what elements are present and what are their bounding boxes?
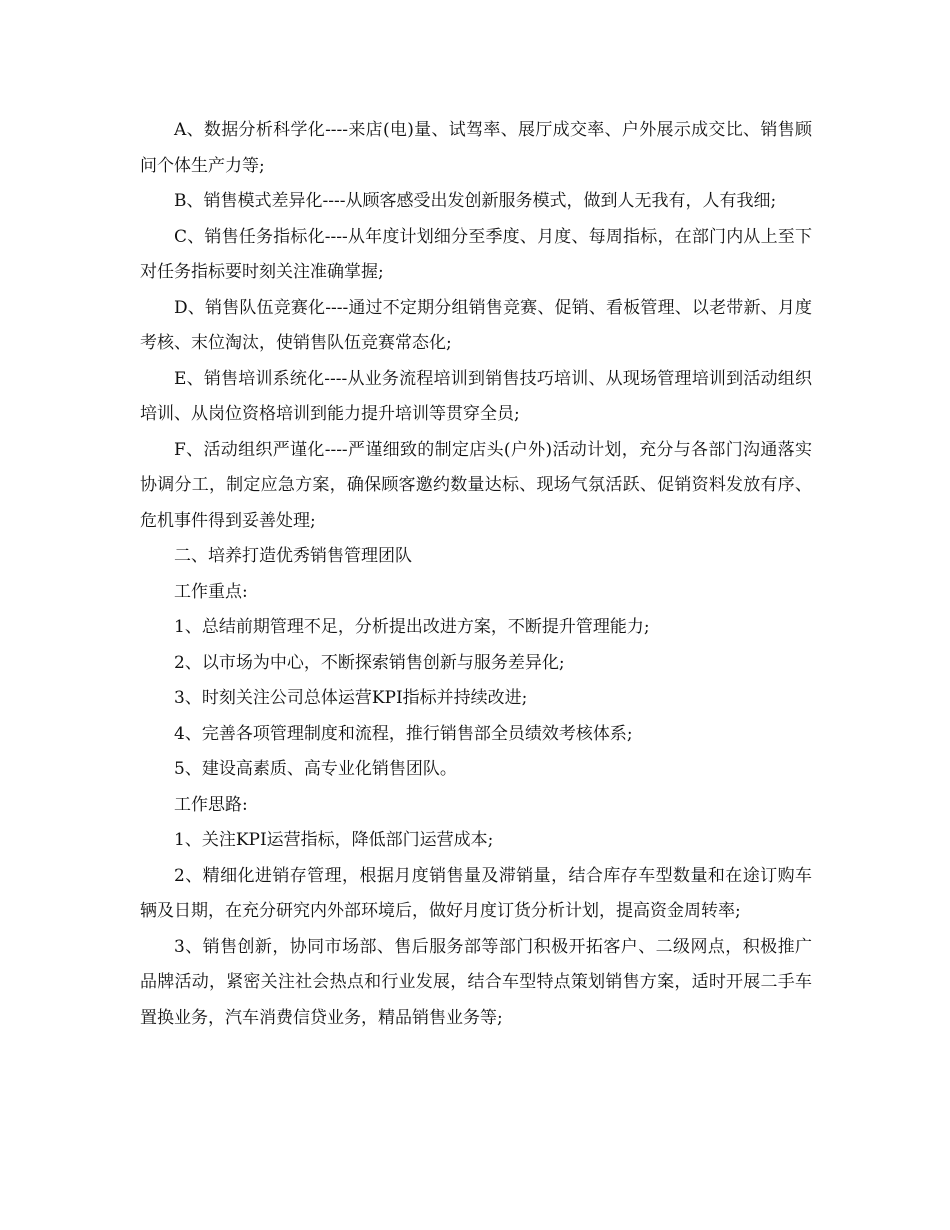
paragraph-f-event-organization: F、活动组织严谨化----严谨细致的制定店头(户外)活动计划，充分与各部门沟通落实协调分工，制定应急方案，确保顾客邀约数量达标、现场气氛活跃、促销资料发放有序、危机事件得到妥善处理; xyxy=(140,439,812,531)
list-item-focus-3: 3、时刻关注公司总体运营KPI指标并持续改进; xyxy=(174,688,528,708)
paragraph-a-data-analysis: A、数据分析科学化----来店(电)量、试驾率、展厅成交率、户外展示成交比、销售顾问个体生产力等; xyxy=(140,120,812,176)
paragraph-e-sales-training: E、销售培训系统化----从业务流程培训到销售技巧培训、从现场管理培训到活动组织培训、从岗位资格培训到能力提升培训等贯穿全员; xyxy=(140,368,812,424)
list-item-approach-3: 3、销售创新，协同市场部、售后服务部等部门积极开拓客户、二级网点，积极推广品牌活动，紧密关注社会热点和行业发展，结合车型特点策划销售方案，适时开展二手车置换业务，汽车消费信贷业务，精品销售业务等; xyxy=(140,936,812,1028)
list-item-focus-1: 1、总结前期管理不足，分析提出改进方案，不断提升管理能力; xyxy=(174,617,650,637)
list-item-focus-5: 5、建设高素质、高专业化销售团队。 xyxy=(174,759,457,779)
list-item-approach-1: 1、关注KPI运营指标，降低部门运营成本; xyxy=(174,830,494,850)
subheading-work-approach: 工作思路: xyxy=(174,794,248,815)
paragraph-c-sales-targets: C、销售任务指标化----从年度计划细分至季度、月度、每周指标，在部门内从上至下对任务指标要时刻关注准确掌握; xyxy=(140,226,812,282)
section-heading-team: 二、培养打造优秀销售管理团队 xyxy=(174,546,412,566)
list-item-focus-2: 2、以市场为中心，不断探索销售创新与服务差异化; xyxy=(174,652,565,673)
paragraph-b-sales-model: B、销售模式差异化----从顾客感受出发创新服务模式，做到人无我有，人有我细; xyxy=(174,191,777,211)
document-body xyxy=(140,113,812,1036)
subheading-work-focus: 工作重点: xyxy=(174,581,248,602)
list-item-approach-2: 2、精细化进销存管理，根据月度销售量及滞销量，结合库存车型数量和在途订购车辆及日期，在充分研究内外部环境后，做好月度订货分析计划，提高资金周转率; xyxy=(140,865,812,921)
list-item-focus-4: 4、完善各项管理制度和流程，推行销售部全员绩效考核体系; xyxy=(174,723,633,744)
paragraph-d-sales-competition: D、销售队伍竞赛化----通过不定期分组销售竞赛、促销、看板管理、以老带新、月度考核、末位淘汰，使销售队伍竞赛常态化; xyxy=(140,297,812,353)
